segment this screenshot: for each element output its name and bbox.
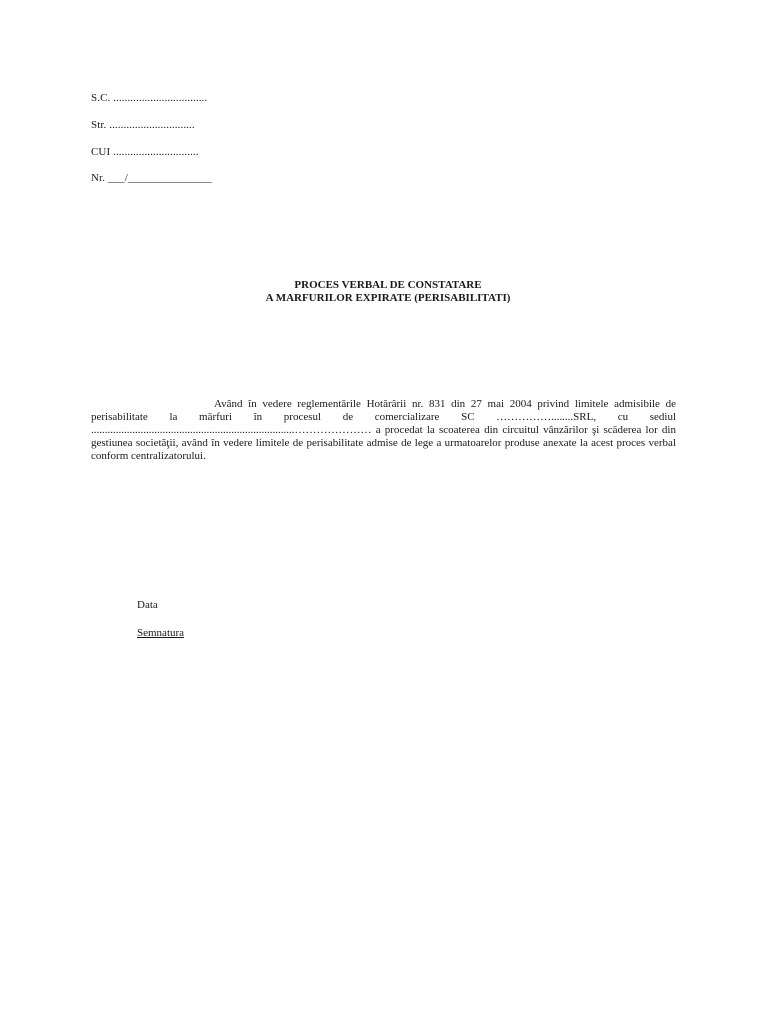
body-paragraph-text: Având în vedere reglementările Hotărârii nr. 831 din 27 mai 2004 privind limitele admisibile de perisabilitate la mărfuri în procesul de comercializare SC ……………........SRL, cu sediul ..........................................................................………………… a procedat la scoaterea din circuitul vânzărilor şi scăderea lor din gestiunea societăţii, având în vedere limitele de perisabilitate admise de lege a urmatoarelor produse anexate la acest proces verbal conform centralizatorului. — [91, 398, 676, 462]
cui-line: CUI .............................. — [91, 146, 199, 158]
signature-label: Semnatura — [137, 627, 185, 639]
date-label: Data — [137, 599, 158, 611]
street-line: Str. .............................. — [91, 119, 195, 131]
document-title-line-1: PROCES VERBAL DE CONSTATARE — [294, 279, 482, 291]
body-paragraph — [91, 398, 676, 463]
registration-number-line: Nr. ___/_______________ — [91, 172, 212, 184]
document-title-line-2: A MARFURILOR EXPIRATE (PERISABILITATI) — [265, 292, 511, 304]
company-name-line: S.C. ................................. — [91, 92, 208, 104]
